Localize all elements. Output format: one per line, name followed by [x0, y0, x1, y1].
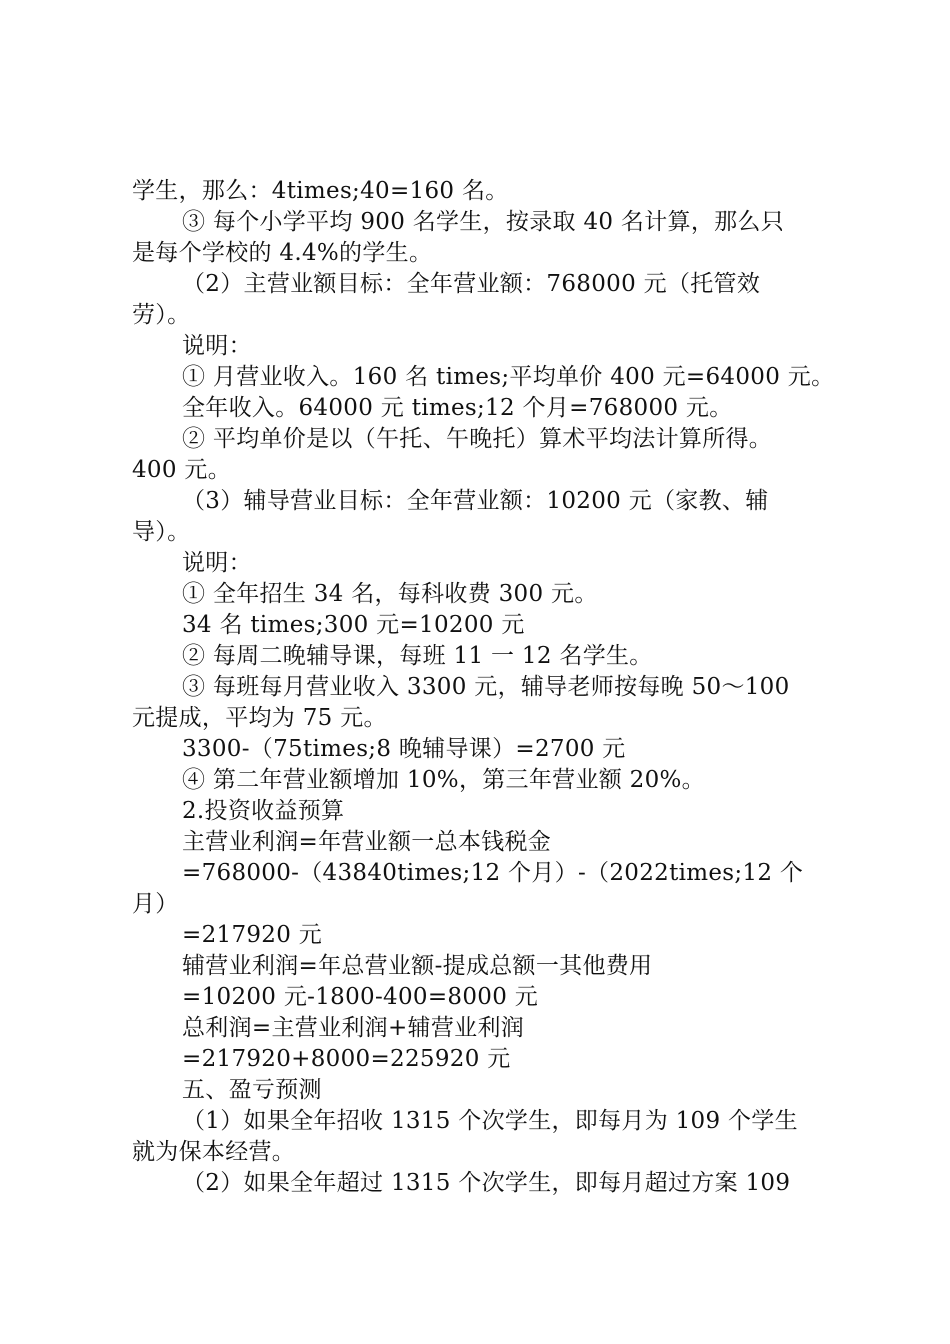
- text-line: 34 名 times;300 元=10200 元: [182, 612, 525, 638]
- text-line: ③ 每班每月营业收入 3300 元，辅导老师按每晚 50～100: [182, 674, 790, 700]
- text-line: 总利润=主营业利润+辅营业利润: [182, 1015, 525, 1041]
- text-line: =217920+8000=225920 元: [182, 1046, 511, 1072]
- document-body: [132, 176, 835, 1199]
- text-line: 3300-（75times;8 晚辅导课）=2700 元: [182, 736, 626, 762]
- text-line: ② 平均单价是以（午托、午晚托）算术平均法计算所得。: [182, 426, 773, 452]
- text-line: =10200 元-1800-400=8000 元: [182, 984, 539, 1010]
- text-line: 全年收入。64000 元 times;12 个月=768000 元。: [182, 395, 733, 421]
- text-line: ③ 每个小学平均 900 名学生，按录取 40 名计算，那么只: [182, 209, 785, 235]
- text-line: （1）如果全年招收 1315 个次学生，即每月为 109 个学生: [182, 1108, 798, 1134]
- text-line: ② 每周二晚辅导课，每班 11 一 12 名学生。: [182, 643, 653, 669]
- text-line: ④ 第二年营业额增加 10%，第三年营业额 20%。: [182, 767, 705, 793]
- text-line: 说明：: [182, 550, 252, 576]
- text-line: =768000-（43840times;12 个月）-（2022times;12 个: [182, 860, 804, 886]
- text-line: 学生，那么：4times;40=160 名。: [132, 178, 509, 204]
- text-line: （3）辅导营业目标：全年营业额：10200 元（家教、辅: [182, 488, 769, 514]
- text-line: （2）主营业额目标：全年营业额：768000 元（托管效: [182, 271, 761, 297]
- text-line: 就为保本经营。: [132, 1139, 296, 1165]
- text-line: 导）。: [132, 519, 191, 545]
- text-line: ① 全年招生 34 名，每科收费 300 元。: [182, 581, 598, 607]
- text-line: 400 元。: [132, 457, 232, 483]
- text-line: （2）如果全年超过 1315 个次学生，即每月超过方案 109: [182, 1170, 791, 1196]
- section-heading: 2.投资收益预算: [182, 798, 345, 824]
- text-line: 说明：: [182, 333, 252, 359]
- text-line: 元提成，平均为 75 元。: [132, 705, 387, 731]
- text-line: 主营业利润=年营业额一总本钱税金: [182, 829, 552, 855]
- text-line: 月）: [132, 891, 179, 917]
- text-line: 是每个学校的 4.4%的学生。: [132, 240, 433, 266]
- section-heading: 五、盈亏预测: [182, 1077, 322, 1103]
- text-line: 辅营业利润=年总营业额-提成总额一其他费用: [182, 953, 653, 979]
- text-line: 劳）。: [132, 302, 191, 328]
- text-line: ① 月营业收入。160 名 times;平均单价 400 元=64000 元。: [182, 364, 835, 390]
- text-line: =217920 元: [182, 922, 323, 948]
